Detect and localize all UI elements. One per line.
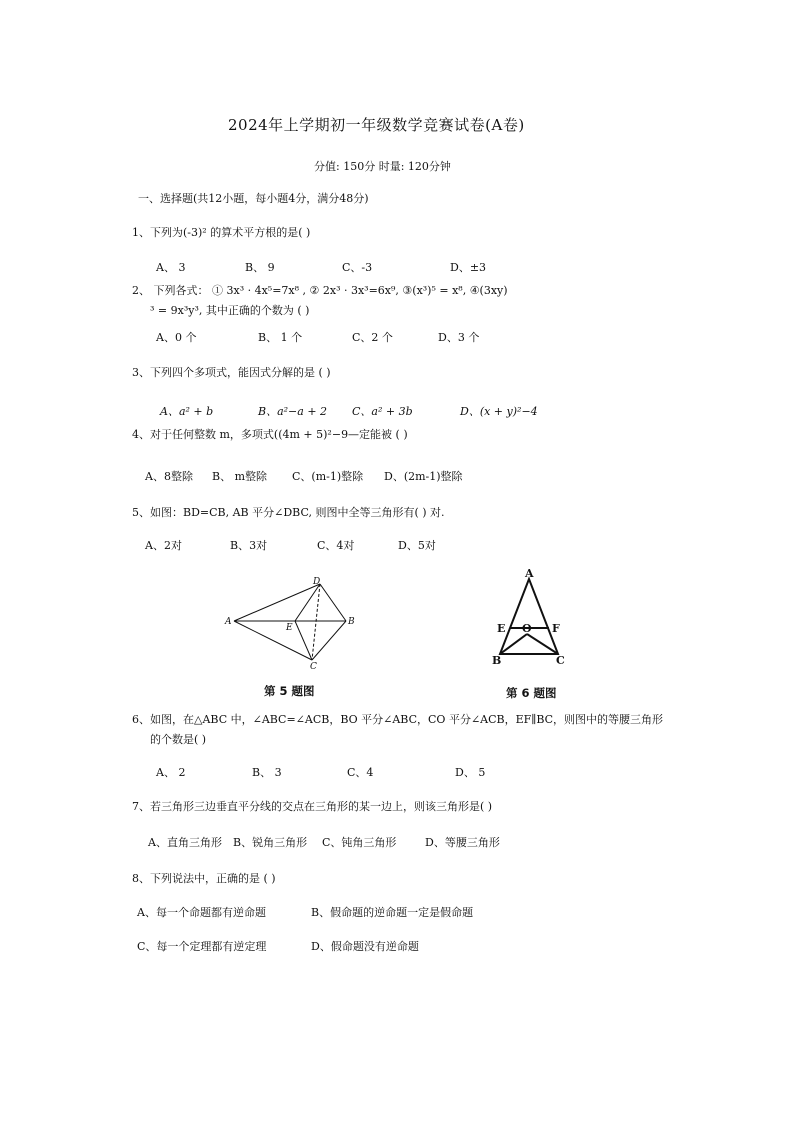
question-4-option-a: A、8整除	[145, 470, 193, 483]
fig6-triangle-abc	[500, 579, 558, 654]
question-7-option-d: D、等腰三角形	[425, 836, 500, 849]
question-1-option-b: B、 9	[245, 261, 275, 274]
question-1-option-d: D、±3	[450, 261, 487, 274]
question-8-option-b: B、假命题的逆命题一定是假命题	[311, 906, 474, 919]
question-6-option-a: A、 2	[156, 766, 186, 779]
question-1-option-c: C、-3	[342, 261, 373, 274]
fig5-segment-db	[320, 584, 346, 621]
question-8-option-a: A、每一个命题都有逆命题	[137, 906, 266, 919]
question-3-option-a: A、a² + b	[160, 405, 214, 418]
fig5-segment-ec	[295, 621, 312, 660]
question-8-option-c: C、每一个定理都有逆定理	[137, 940, 267, 953]
question-6-stem: 6、如图，在△ABC 中，∠ABC=∠ACB，BO 平分∠ABC，CO 平分∠ACB，EF∥BC，则图中的等腰三角形	[132, 713, 664, 726]
fig5-segment-ac	[234, 621, 312, 660]
question-2-option-d: D、3 个	[438, 331, 480, 344]
question-5-option-a: A、2对	[145, 539, 182, 552]
question-2-stem-continued: ³ = 9x³y³, 其中正确的个数为 ( )	[150, 304, 310, 317]
question-8-option-d: D、假命题没有逆命题	[311, 940, 419, 953]
question-7-stem: 7、若三角形三边垂直平分线的交点在三角形的某一边上，则该三角形是( )	[132, 800, 493, 813]
fig5-label-c: C	[310, 662, 317, 672]
fig6-label-b: B	[492, 654, 502, 667]
question-5-option-d: D、5对	[398, 539, 436, 552]
fig5-label-e: E	[286, 623, 293, 633]
question-3-option-d: D、(x + y)²−4	[460, 405, 538, 418]
question-6-stem-continued: 的个数是( )	[150, 733, 207, 746]
question-6-option-c: C、4	[347, 766, 374, 779]
question-8-stem: 8、下列说法中，正确的是 ( )	[132, 872, 276, 885]
question-7-option-b: B、锐角三角形	[233, 836, 308, 849]
fig5-label-d: D	[313, 577, 321, 587]
question-2-option-c: C、2 个	[352, 331, 393, 344]
exam-title: 2024年上学期初一年级数学竞赛试卷(A卷)	[228, 116, 525, 134]
question-5-option-c: C、4对	[317, 539, 355, 552]
question-3-stem: 3、下列四个多项式，能因式分解的是 ( )	[132, 366, 331, 379]
fig5-segment-dc	[312, 584, 320, 660]
question-2-option-b: B、 1 个	[258, 331, 303, 344]
question-2-option-a: A、0 个	[156, 331, 197, 344]
fig5-label-a: A	[225, 617, 232, 627]
fig6-label-f: F	[552, 622, 560, 635]
question-4-option-b: B、 m整除	[212, 470, 268, 483]
fig6-label-a: A	[525, 567, 534, 580]
question-7-option-c: C、钝角三角形	[322, 836, 397, 849]
figure-6-caption: 第 6 题图	[506, 686, 557, 700]
question-3-option-b: B、a²−a + 2	[258, 405, 328, 418]
question-4-stem: 4、对于任何整数 m，多项式((4m + 5)²−9—定能被 ( )	[132, 428, 408, 441]
question-6-option-d: D、 5	[455, 766, 486, 779]
fig5-segment-cb	[312, 621, 346, 660]
question-6-option-b: B、 3	[252, 766, 282, 779]
section-heading: 一、选择题(共12小题，每小题4分，满分48分)	[138, 192, 369, 205]
fig6-label-e: E	[497, 622, 506, 635]
question-1-stem: 1、下列为(-3)² 的算术平方根的是( )	[132, 226, 311, 239]
figure-5-diagram	[222, 572, 362, 672]
fig6-label-c: C	[556, 654, 565, 667]
figure-5-caption: 第 5 题图	[264, 684, 315, 698]
figure-6-diagram	[488, 566, 572, 670]
fig6-label-o: O	[522, 622, 532, 635]
question-5-stem: 5、如图：BD=CB, AB 平分∠DBC, 则图中全等三角形有( ) 对.	[132, 506, 445, 519]
question-3-option-c: C、a² + 3b	[352, 405, 413, 418]
exam-meta: 分值: 150分 时量: 120分钟	[314, 160, 451, 173]
question-2-stem: 2、 下列各式： ① 3x³ · 4x⁵=7x⁸ , ② 2x³ · 3x³=6x⁹, ③(x³)⁵ = x⁸, ④(3xy)	[132, 284, 508, 297]
question-7-option-a: A、直角三角形	[148, 836, 222, 849]
fig5-label-b: B	[348, 617, 355, 627]
question-1-option-a: A、 3	[156, 261, 186, 274]
question-4-option-c: C、(m-1)整除	[292, 470, 364, 483]
question-4-option-d: D、(2m-1)整除	[384, 470, 463, 483]
question-5-option-b: B、3对	[230, 539, 268, 552]
